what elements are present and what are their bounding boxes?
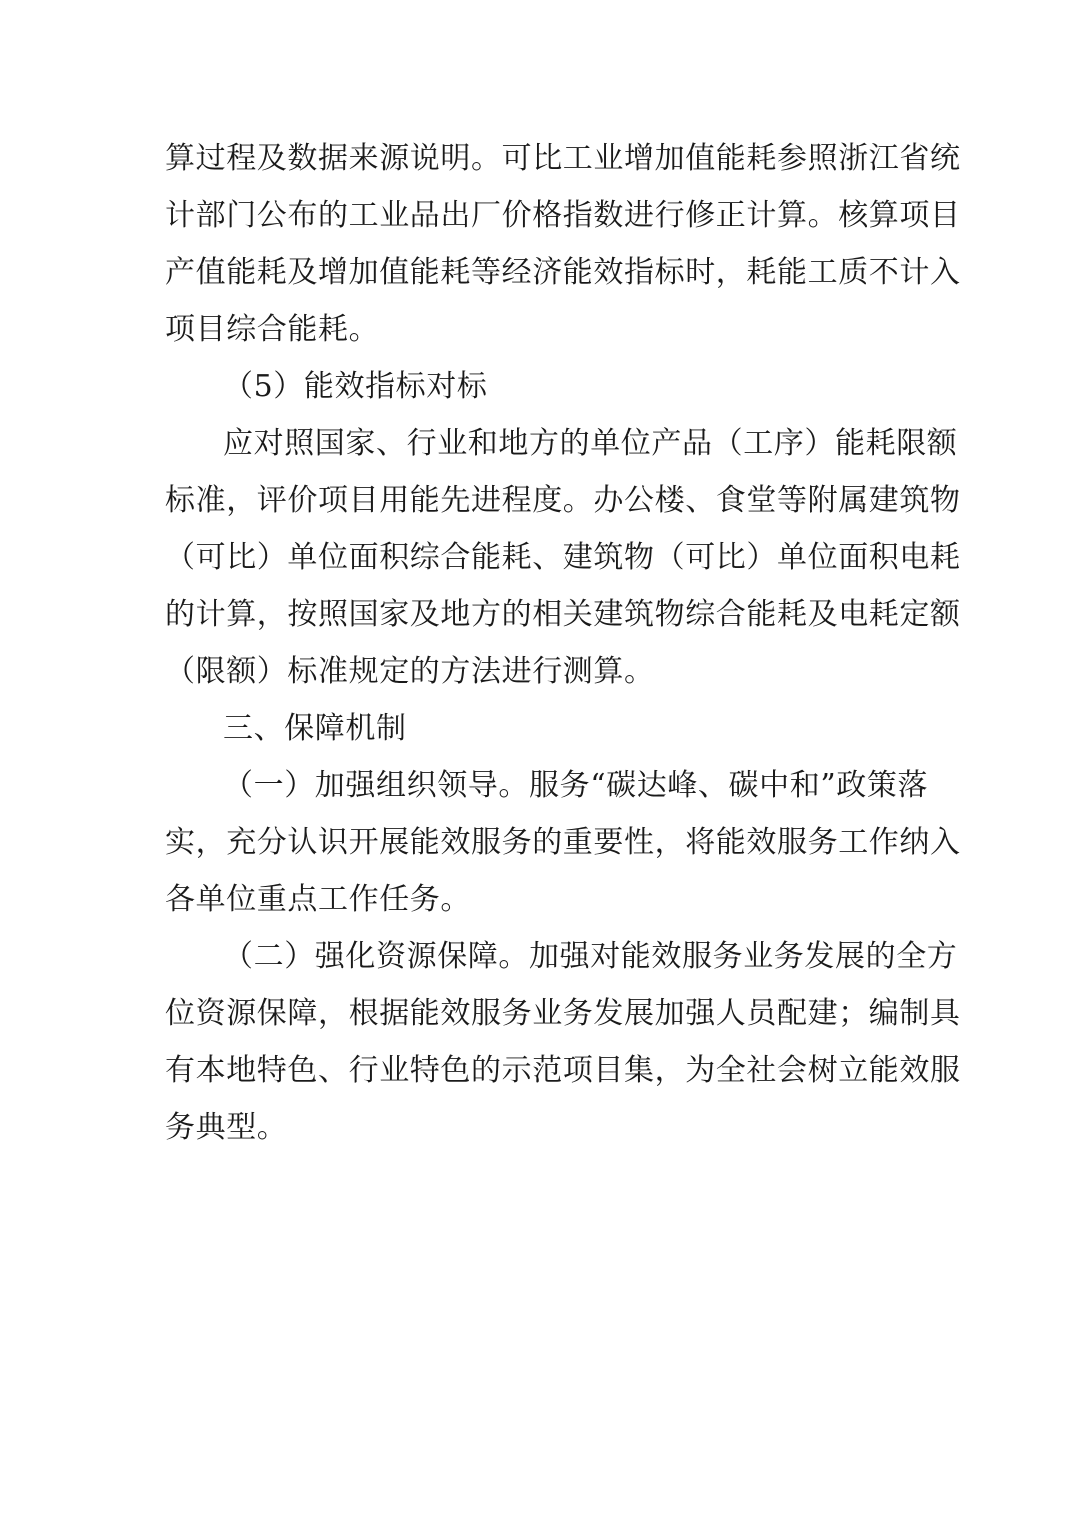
subheading-efficiency-benchmark: （5）能效指标对标 <box>223 369 488 404</box>
section-heading-safeguards: 三、保障机制 <box>223 711 407 746</box>
text-line: 产值能耗及增加值能耗等经济能效指标时，耗能工质不计入 <box>165 255 961 290</box>
text-line: 计部门公布的工业品出厂价格指数进行修正计算。核算项目 <box>165 198 961 233</box>
text-line: 有本地特色、行业特色的示范项目集，为全社会树立能效服 <box>165 1053 961 1088</box>
paragraph-calculation-notes <box>165 130 961 358</box>
paragraph-resource-guarantee <box>165 928 961 1156</box>
paragraph-organization-leadership <box>165 757 961 928</box>
text-line: 各单位重点工作任务。 <box>165 882 471 917</box>
text-line: 算过程及数据来源说明。可比工业增加值能耗参照浙江省统 <box>165 141 961 176</box>
text-line: （二）强化资源保障。加强对能效服务业务发展的全方 <box>223 939 958 974</box>
paragraph-benchmark-standards <box>165 415 961 700</box>
text-line: 项目综合能耗。 <box>165 312 380 347</box>
text-line: 标准，评价项目用能先进程度。办公楼、食堂等附属建筑物 <box>165 483 961 518</box>
text-line: （可比）单位面积综合能耗、建筑物（可比）单位面积电耗 <box>165 540 961 575</box>
text-line: 实，充分认识开展能效服务的重要性，将能效服务工作纳入 <box>165 825 961 860</box>
text-line: 的计算，按照国家及地方的相关建筑物综合能耗及电耗定额 <box>165 597 961 632</box>
text-line: （一）加强组织领导。服务“碳达峰、碳中和”政策落 <box>223 768 929 803</box>
text-line: 应对照国家、行业和地方的单位产品（工序）能耗限额 <box>223 426 958 461</box>
text-line: 务典型。 <box>165 1110 288 1145</box>
text-line: 位资源保障，根据能效服务业务发展加强人员配建；编制具 <box>165 996 961 1031</box>
document-body <box>165 130 961 1156</box>
text-line: （限额）标准规定的方法进行测算。 <box>165 654 655 689</box>
